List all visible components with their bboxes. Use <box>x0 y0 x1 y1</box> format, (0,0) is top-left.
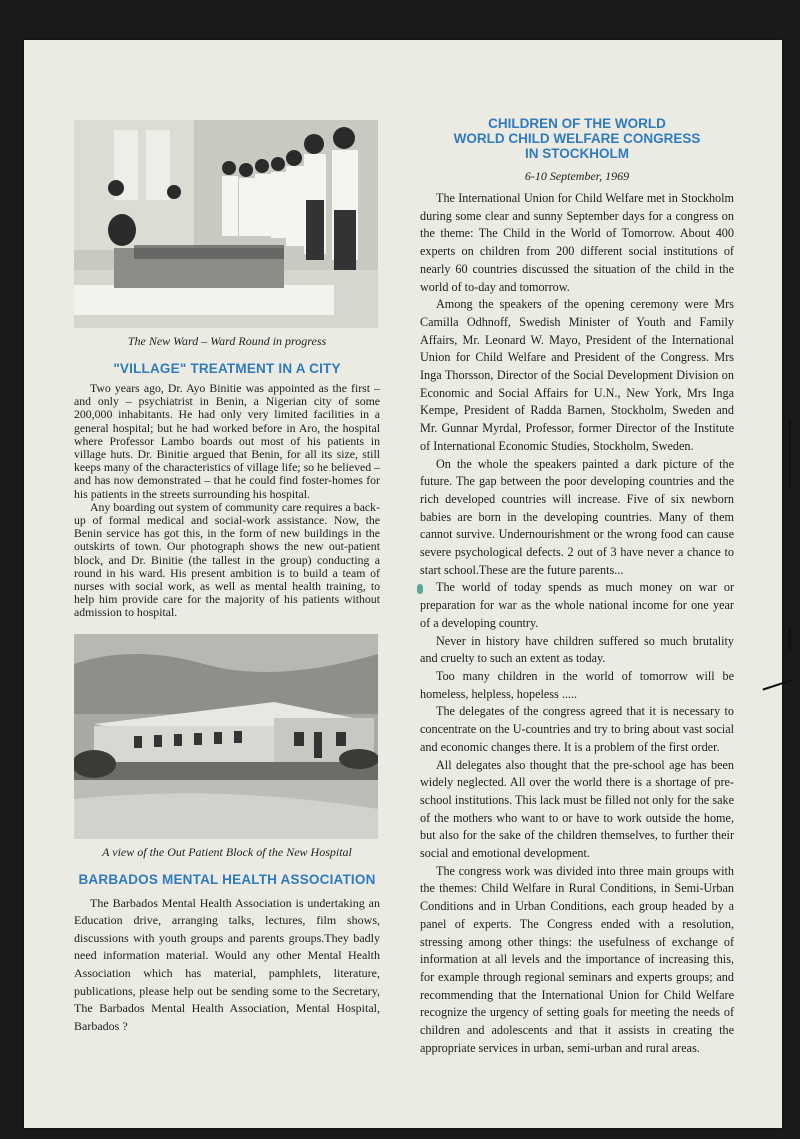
margin-mark <box>788 628 791 650</box>
margin-ink-dot <box>417 584 423 594</box>
margin-mark <box>789 420 791 488</box>
barbados-association-title: BARBADOS MENTAL HEALTH ASSOCIATION <box>78 871 376 887</box>
paragraph: All delegates also thought that the pre-school age has been widely neglected. All over the world there is a shortage of pre-school institutions. This lack must be filled not only for the sake of the mothers who want to or have to work outside the home, but also for the sake of the children themselves, to further their social and emotional development. <box>420 757 734 861</box>
paragraph: Any boarding out system of community care requires a back-up of formal medical and social-work assistance. Now, the Benin service has got this, in the form of new buildings in the outskirts of town. Our photograph shows the new out-patient block, and Dr. Binitie (the tallest in the group) conducting a round in his ward. His present ambition is to build a team of nurses with social work, as well as mental health training, to help him provide care for the majority of his patients without admission to hospital. <box>74 499 380 620</box>
paragraph: The delegates of the congress agreed that it is necessary to concentrate on the U-countries and try to bring about vast social and economic changes there. It is a problem of the first order. <box>420 704 734 754</box>
paragraph: Never in history have children suffered so much brutality and cruelty to such an extent as today. <box>420 633 734 666</box>
congress-title <box>420 116 734 161</box>
congress-title-line: IN STOCKHOLM <box>525 146 629 161</box>
paragraph: Among the speakers of the opening ceremony were Mrs Camilla Odhnoff, Swedish Minister of Youth and Family Affairs, Mr. Leonard W. Mayo, President of the International Union for Child Welfare and President of the Congress. Mrs Inga Thorsson, Director of the Social Development Division on Economic and Social Affairs for U.N., New York, Mrs Inga Kempe, President of Radda Barnen, Stockholm, Sweden and Mr. Gunnar Myrdal, Professor, former Director of the Institute of International Economic Studies, Stockholm, Sweden. <box>420 297 734 453</box>
paragraph: The International Union for Child Welfare met in Stockholm during some clear and sunny September days for a congress on the theme: The Child in the World of Tomorrow. About 400 experts on children from 200 different social institutions of nearly 60 countries discussed the situation of the child in the world of to-day and tomorrow. <box>420 191 734 294</box>
right-column <box>420 116 734 1057</box>
village-treatment-body <box>74 382 380 620</box>
congress-body <box>420 190 734 1057</box>
paragraph: On the whole the speakers painted a dark picture of the future. The gap between the poor developing countries and the rich developed countries will increase. Five of six newborn babies are born in the developing countries. Many of them cannot survive. Undernourishment or the wrong food can cause severe psychological defects. 2 out of 3 have never a chance to start school.These are the future parents... <box>420 456 734 577</box>
out-patient-photo-caption: A view of the Out Patient Block of the New Hospital <box>102 844 352 859</box>
congress-title-line: CHILDREN OF THE WORLD <box>488 116 666 131</box>
village-treatment-title: "VILLAGE" TREATMENT IN A CITY <box>113 361 341 376</box>
left-column <box>74 120 380 1035</box>
paragraph: Too many children in the world of tomorrow will be homeless, helpless, hopeless ..... <box>420 668 734 701</box>
page-sheet <box>24 40 782 1128</box>
congress-date: 6-10 September, 1969 <box>524 169 630 183</box>
paragraph: The congress work was divided into three main groups with the themes: Child Welfare in Rural Conditions, in Semi-Urban Conditions and in Urban Conditions, each group headed by a panel of experts. The Congress ended with a resolution, stressing among other things: the usefulness of exchange of information at all levels and the importance of increasing this, for example through regional seminars and experts groups; and recommending that the International Union for Child Welfare recognize the urgency of setting goals for meeting the needs of children and adolescents and that it assists in creating the appropriate services in urban, semi-urban and rural areas. <box>420 863 734 1055</box>
ward-round-photo <box>74 120 378 328</box>
ward-photo-caption: The New Ward – Ward Round in progress <box>127 334 327 348</box>
paragraph: The world of today spends as much money on war or preparation for war as the whole national income for one year of a developing country. <box>420 580 734 630</box>
congress-title-line: WORLD CHILD WELFARE CONGRESS <box>453 131 701 146</box>
paragraph: The Barbados Mental Health Association is undertaking an Education drive, arranging talks, lectures, film shows, discussions with youth groups and parents groups.They badly need information material. Would any other Mental Health Association which has material, pamphlets, literature, publications, please help out be sending some to the Secretary, The Barbados Mental Health Association, Mental Hospital, Barbados ? <box>74 895 380 1033</box>
barbados-association-body <box>74 895 380 1036</box>
paragraph: Two years ago, Dr. Ayo Binitie was appointed as the first – and only – psychiatrist in Benin, a Nigerian city of some 200,000 inhabitants. He had only very limited facilities in a general hospital; but he had worked before in Aro, the hospital where Professor Lambo boards out most of his patients in village huts. Dr. Binitie argued that Benin, for all its size, still keeps many of the characteristics of village life; so he believed – and has now demonstrated – that he could find foster-homes for his patients in the streets surrounding his hospital. <box>74 381 380 501</box>
ward-round-illustration <box>74 120 378 328</box>
out-patient-block-photo <box>74 634 378 839</box>
out-patient-block-illustration <box>74 634 378 839</box>
